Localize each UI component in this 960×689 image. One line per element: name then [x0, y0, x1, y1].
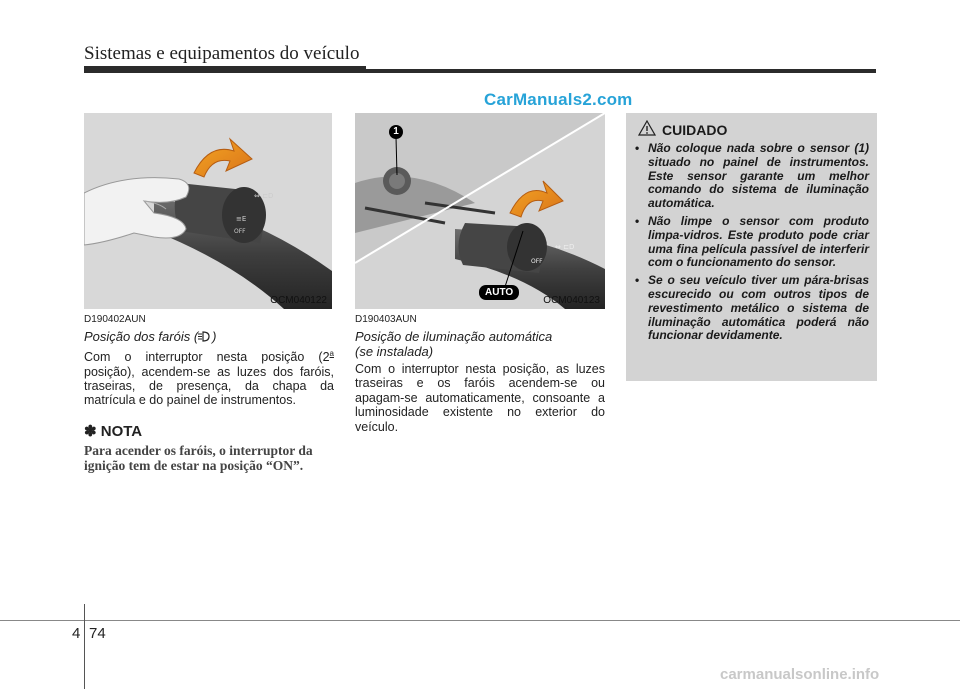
nota-star-icon: ✽	[84, 422, 97, 440]
auto-label: AUTO	[479, 285, 519, 300]
doc-code: D190402AUN	[84, 314, 146, 325]
subhead-headlamp-position	[84, 329, 334, 344]
column-2	[355, 314, 605, 434]
page-number: 74	[89, 625, 106, 642]
body-text-headlamp: Com o interruptor nesta posição (2$^a$ posição), acendem-se as luzes dos faróis, traseiras, de presença, da chapa da matrícula e do painel de instrumentos.	[84, 349, 334, 408]
footer-watermark[interactable]: carmanualsonline.info	[720, 666, 880, 683]
warning-triangle-icon	[638, 120, 656, 139]
nota-heading: ✽ NOTA	[84, 422, 143, 440]
svg-text:≡E: ≡E	[236, 215, 247, 223]
caution-item: • Se o seu veículo tiver um pára-brisas escurecido ou com outros tipos de revestimento metálico o sistema de iluminação automática poderá não funcionar devidamente.	[634, 274, 869, 343]
figure-illustration	[355, 113, 605, 309]
subhead-text: )	[212, 329, 217, 344]
chapter-number: 4	[72, 625, 81, 642]
doc-code: D190403AUN	[355, 314, 417, 325]
caution-heading: CUIDADO	[638, 120, 869, 139]
sensor-marker: 1	[389, 125, 403, 139]
column-1	[84, 314, 334, 474]
caution-item: • Não coloque nada sobre o sensor (1) situado no painel de instrumentos. Este sensor garante um melhor comando do sistema de iluminação automática.	[634, 142, 869, 211]
watermark-link[interactable]: CarManuals2.com	[484, 90, 633, 109]
figure-code: OCM040122	[270, 295, 327, 306]
svg-text:⇔ ⊏D: ⇔ ⊏D	[254, 192, 274, 200]
section-title: Sistemas e equipamentos do veículo	[84, 43, 360, 64]
figure-auto-light	[355, 113, 605, 309]
figure-headlamp-switch	[84, 113, 332, 309]
body-text-auto-light: Com o interruptor nesta posição, as luzes traseiras e os faróis acendem-se ou apagam-se automaticamente, consoante a luminosidade existente no exterior do veículo.	[355, 362, 605, 434]
svg-text:⇔ ⊏D: ⇔ ⊏D	[555, 243, 575, 251]
figure-illustration	[84, 113, 332, 309]
nota-body: Para acender os faróis, o interruptor da ignição tem de estar na posição “ON”.	[84, 442, 313, 474]
header-rule	[84, 69, 876, 73]
svg-text:OFF: OFF	[234, 228, 246, 235]
footer-rule	[0, 620, 960, 621]
subhead-text: Posição dos faróis (	[84, 329, 199, 344]
footer-divider	[84, 604, 85, 689]
svg-text:OFF: OFF	[531, 258, 543, 265]
subhead-auto-light: Posição de iluminação automática (se instalada)	[355, 329, 553, 359]
caution-item: • Não limpe o sensor com produto limpa-vidros. Este produto pode criar uma fina película passível de interferir com o funcionamento do sensor.	[634, 215, 869, 270]
headlamp-icon	[198, 329, 212, 344]
caution-box	[626, 113, 877, 381]
caution-list	[634, 142, 869, 343]
figure-code: OCM040123	[543, 295, 600, 306]
